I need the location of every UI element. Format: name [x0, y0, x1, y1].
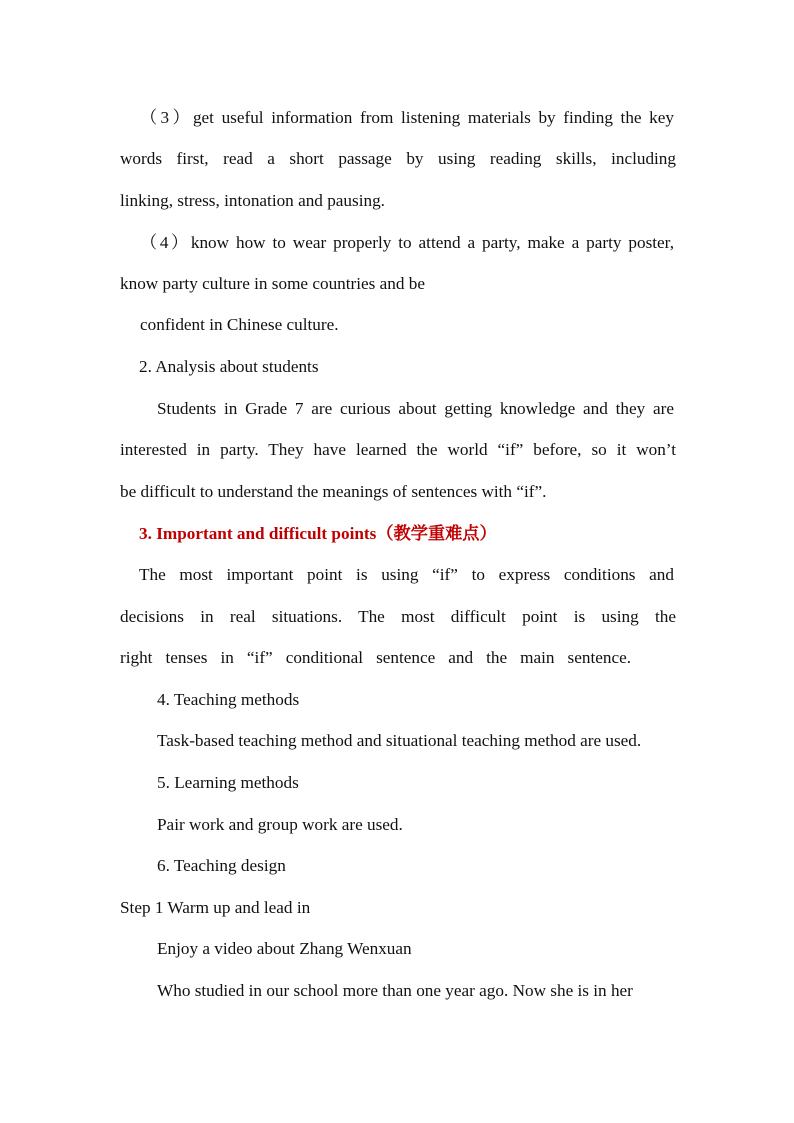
step-1-line-2: Who studied in our school more than one year ago. Now she is in her	[157, 981, 633, 1000]
section-heading-teaching-methods: 4. Teaching methods	[157, 690, 300, 709]
analysis-line-1: Students in Grade 7 are curious about getting knowledge and they are	[157, 399, 674, 418]
section-heading-analysis: 2. Analysis about students	[139, 357, 319, 376]
objective-3-line-2: words first, read a short passage by using reading skills, including	[120, 149, 676, 168]
section-heading-learning-methods: 5. Learning methods	[157, 773, 299, 792]
step-1-line-1: Enjoy a video about Zhang Wenxuan	[157, 939, 412, 958]
objective-3-line-1: （3）get useful information from listening materials by finding the key	[140, 108, 674, 127]
objective-4-line-2: know party culture in some countries and be	[120, 274, 425, 293]
teaching-methods-text: Task-based teaching method and situational teaching method are used.	[157, 731, 642, 750]
objective-3-line-3: linking, stress, intonation and pausing.	[120, 191, 385, 210]
analysis-line-2: interested in party. They have learned the world “if” before, so it won’t	[120, 440, 676, 459]
analysis-line-3: be difficult to understand the meanings of sentences with “if”.	[120, 482, 547, 501]
section-heading-important-points: 3. Important and difficult points（教学重难点）	[139, 524, 497, 543]
learning-methods-text: Pair work and group work are used.	[157, 815, 403, 834]
step-1-heading: Step 1 Warm up and lead in	[120, 898, 311, 917]
objective-4-line-1: （4）know how to wear properly to attend a party, make a party poster,	[140, 233, 674, 252]
section-heading-teaching-design: 6. Teaching design	[157, 856, 286, 875]
important-points-line-2: decisions in real situations. The most difficult point is using the	[120, 607, 676, 626]
important-points-line-1: The most important point is using “if” to express conditions and	[139, 565, 674, 584]
objective-4-line-3: confident in Chinese culture.	[140, 315, 339, 334]
important-points-line-3: right tenses in “if” conditional sentence and the main sentence.	[120, 648, 631, 667]
